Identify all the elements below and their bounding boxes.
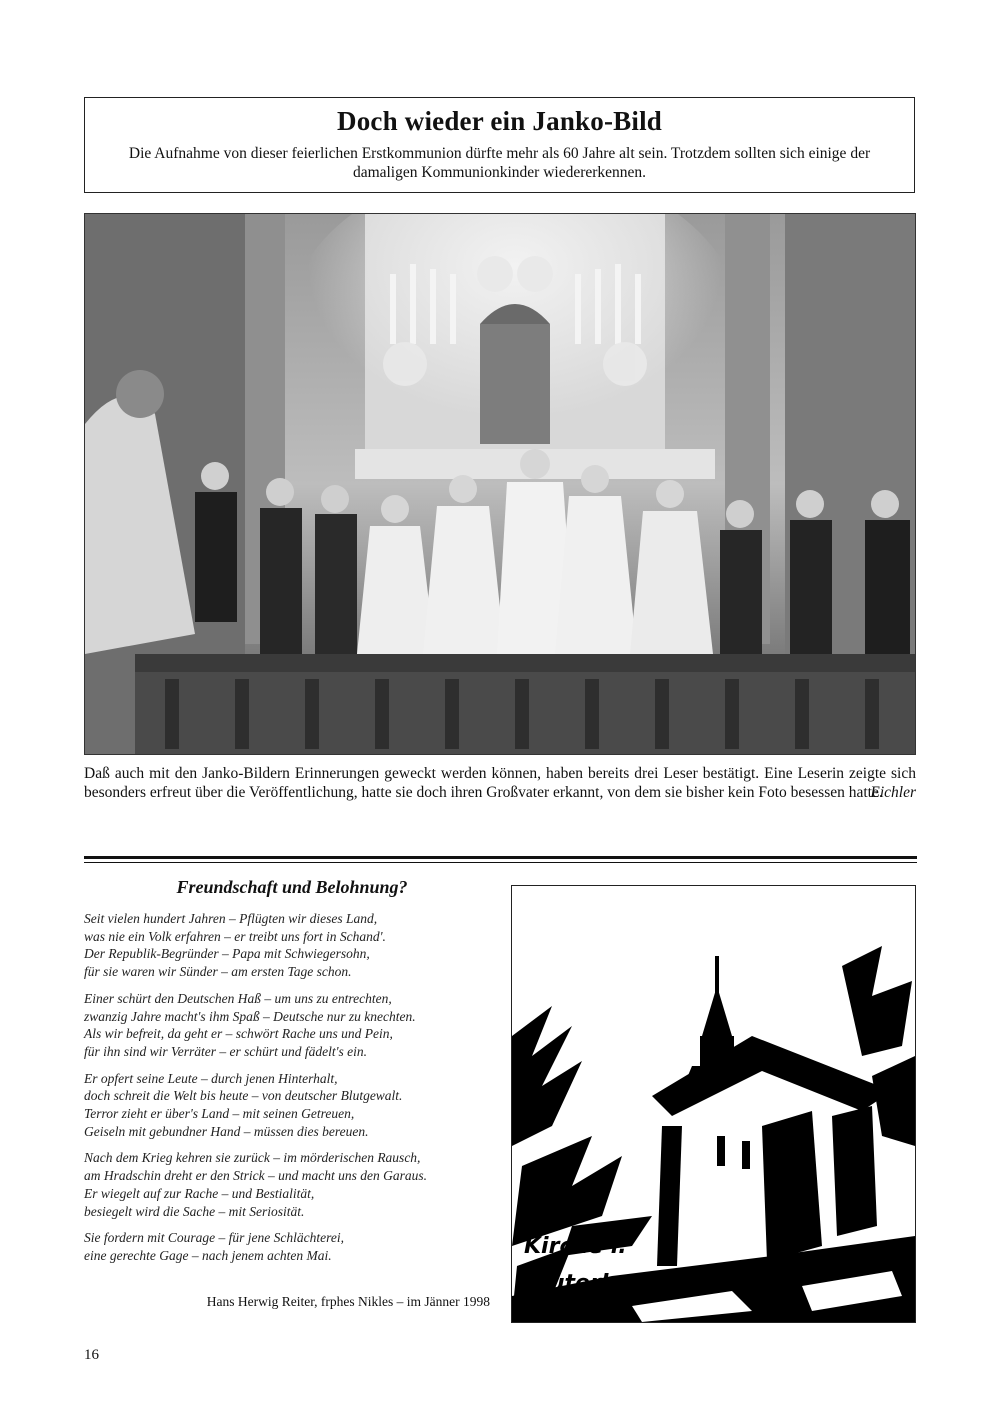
- page-title: Doch wieder ein Janko-Bild: [337, 106, 662, 136]
- poem-line: Terror zieht er über's Land – mit seinen Getreuen,: [84, 1106, 355, 1122]
- poem-line: Nach dem Krieg kehren sie zurück – im mörderischen Rausch,: [84, 1150, 421, 1166]
- poem-line: am Hradschin dreht er den Strick – und macht uns den Garaus.: [84, 1168, 427, 1184]
- poem-line: was nie ein Volk erfahren – er treibt uns fort in Schand'.: [84, 928, 386, 944]
- poem: [84, 910, 504, 1274]
- poem-title: Freundschaft und Belohnung?: [176, 877, 408, 897]
- caption-author: Eichler: [870, 784, 916, 801]
- poem-stanza: [84, 1070, 504, 1141]
- communion-photo: [84, 213, 916, 755]
- poem-line: für sie waren wir Sünder – am ersten Tage schon.: [84, 964, 352, 980]
- section-divider-thin: [84, 862, 917, 863]
- poem-line: Einer schürt den Deutschen Haß – um uns zu entrechten,: [84, 990, 392, 1006]
- poem-line: Der Republik-Begründer – Papa mit Schwiegersohn,: [84, 946, 370, 962]
- poem-line: zwanzig Jahre macht's ihm Spaß – Deutsche nur zu knechten.: [84, 1008, 416, 1024]
- poem-line: Geiseln mit gebundner Hand – müssen dies bereuen.: [84, 1123, 369, 1139]
- intro-text: Die Aufnahme von dieser feierlichen Erstkommunion dürfte mehr als 60 Jahre alt sein. Trotzdem sollten sich einige der damaligen Kommunionkinder wiedererkennen.: [128, 145, 871, 181]
- poem-line: eine gerechte Gage – nach jenem achten Mai.: [84, 1247, 332, 1263]
- poem-line: Er wiegelt auf zur Rache – und Bestialität,: [84, 1185, 315, 1201]
- poem-line: Seit vielen hundert Jahren – Pflügten wir dieses Land,: [84, 911, 378, 926]
- poem-stanza: [84, 1229, 504, 1264]
- sketch-label-line1: Kirche i.: [524, 1234, 627, 1259]
- communion-photo-icon: [85, 214, 915, 754]
- photo-caption: [84, 764, 916, 802]
- poem-line: doch schreit die Welt bis heute – von deutscher Blutgewalt.: [84, 1088, 403, 1104]
- poem-stanza: [84, 1149, 504, 1220]
- poem-signature: Hans Herwig Reiter, frphes Nikles – im Jänner 1998: [206, 1294, 490, 1309]
- caption-text: Daß auch mit den Janko-Bildern Erinnerungen geweckt werden können, haben bereits drei Leser bestätigt. Eine Leserin zeigte sich besonders erfreut über die Veröffentlichung, hatte sie doch ihren Großvater erkannt, von dem sie bisher kein Foto besessen hatte.: [84, 765, 916, 801]
- poem-line: Sie fordern mit Courage – für jene Schlächterei,: [84, 1230, 344, 1246]
- page-number: 16: [84, 1347, 99, 1363]
- poem-line: für ihn sind wir Verräter – er schürt und fädelt's ein.: [84, 1043, 368, 1059]
- title-box: [84, 97, 915, 193]
- poem-stanza: [84, 910, 504, 981]
- poem-line: Er opfert seine Leute – durch jenen Hinterhalt,: [84, 1070, 338, 1086]
- sketch-label-line2: Lauterbach: [520, 1271, 661, 1296]
- chapel-sketch: [511, 885, 916, 1323]
- poem-line: Als wir befreit, da geht er – schwört Rache uns und Pein,: [84, 1026, 393, 1042]
- poem-stanza: [84, 990, 504, 1061]
- section-divider-thick: [84, 856, 917, 859]
- poem-line: besiegelt wird die Sache – mit Seriosität.: [84, 1203, 305, 1219]
